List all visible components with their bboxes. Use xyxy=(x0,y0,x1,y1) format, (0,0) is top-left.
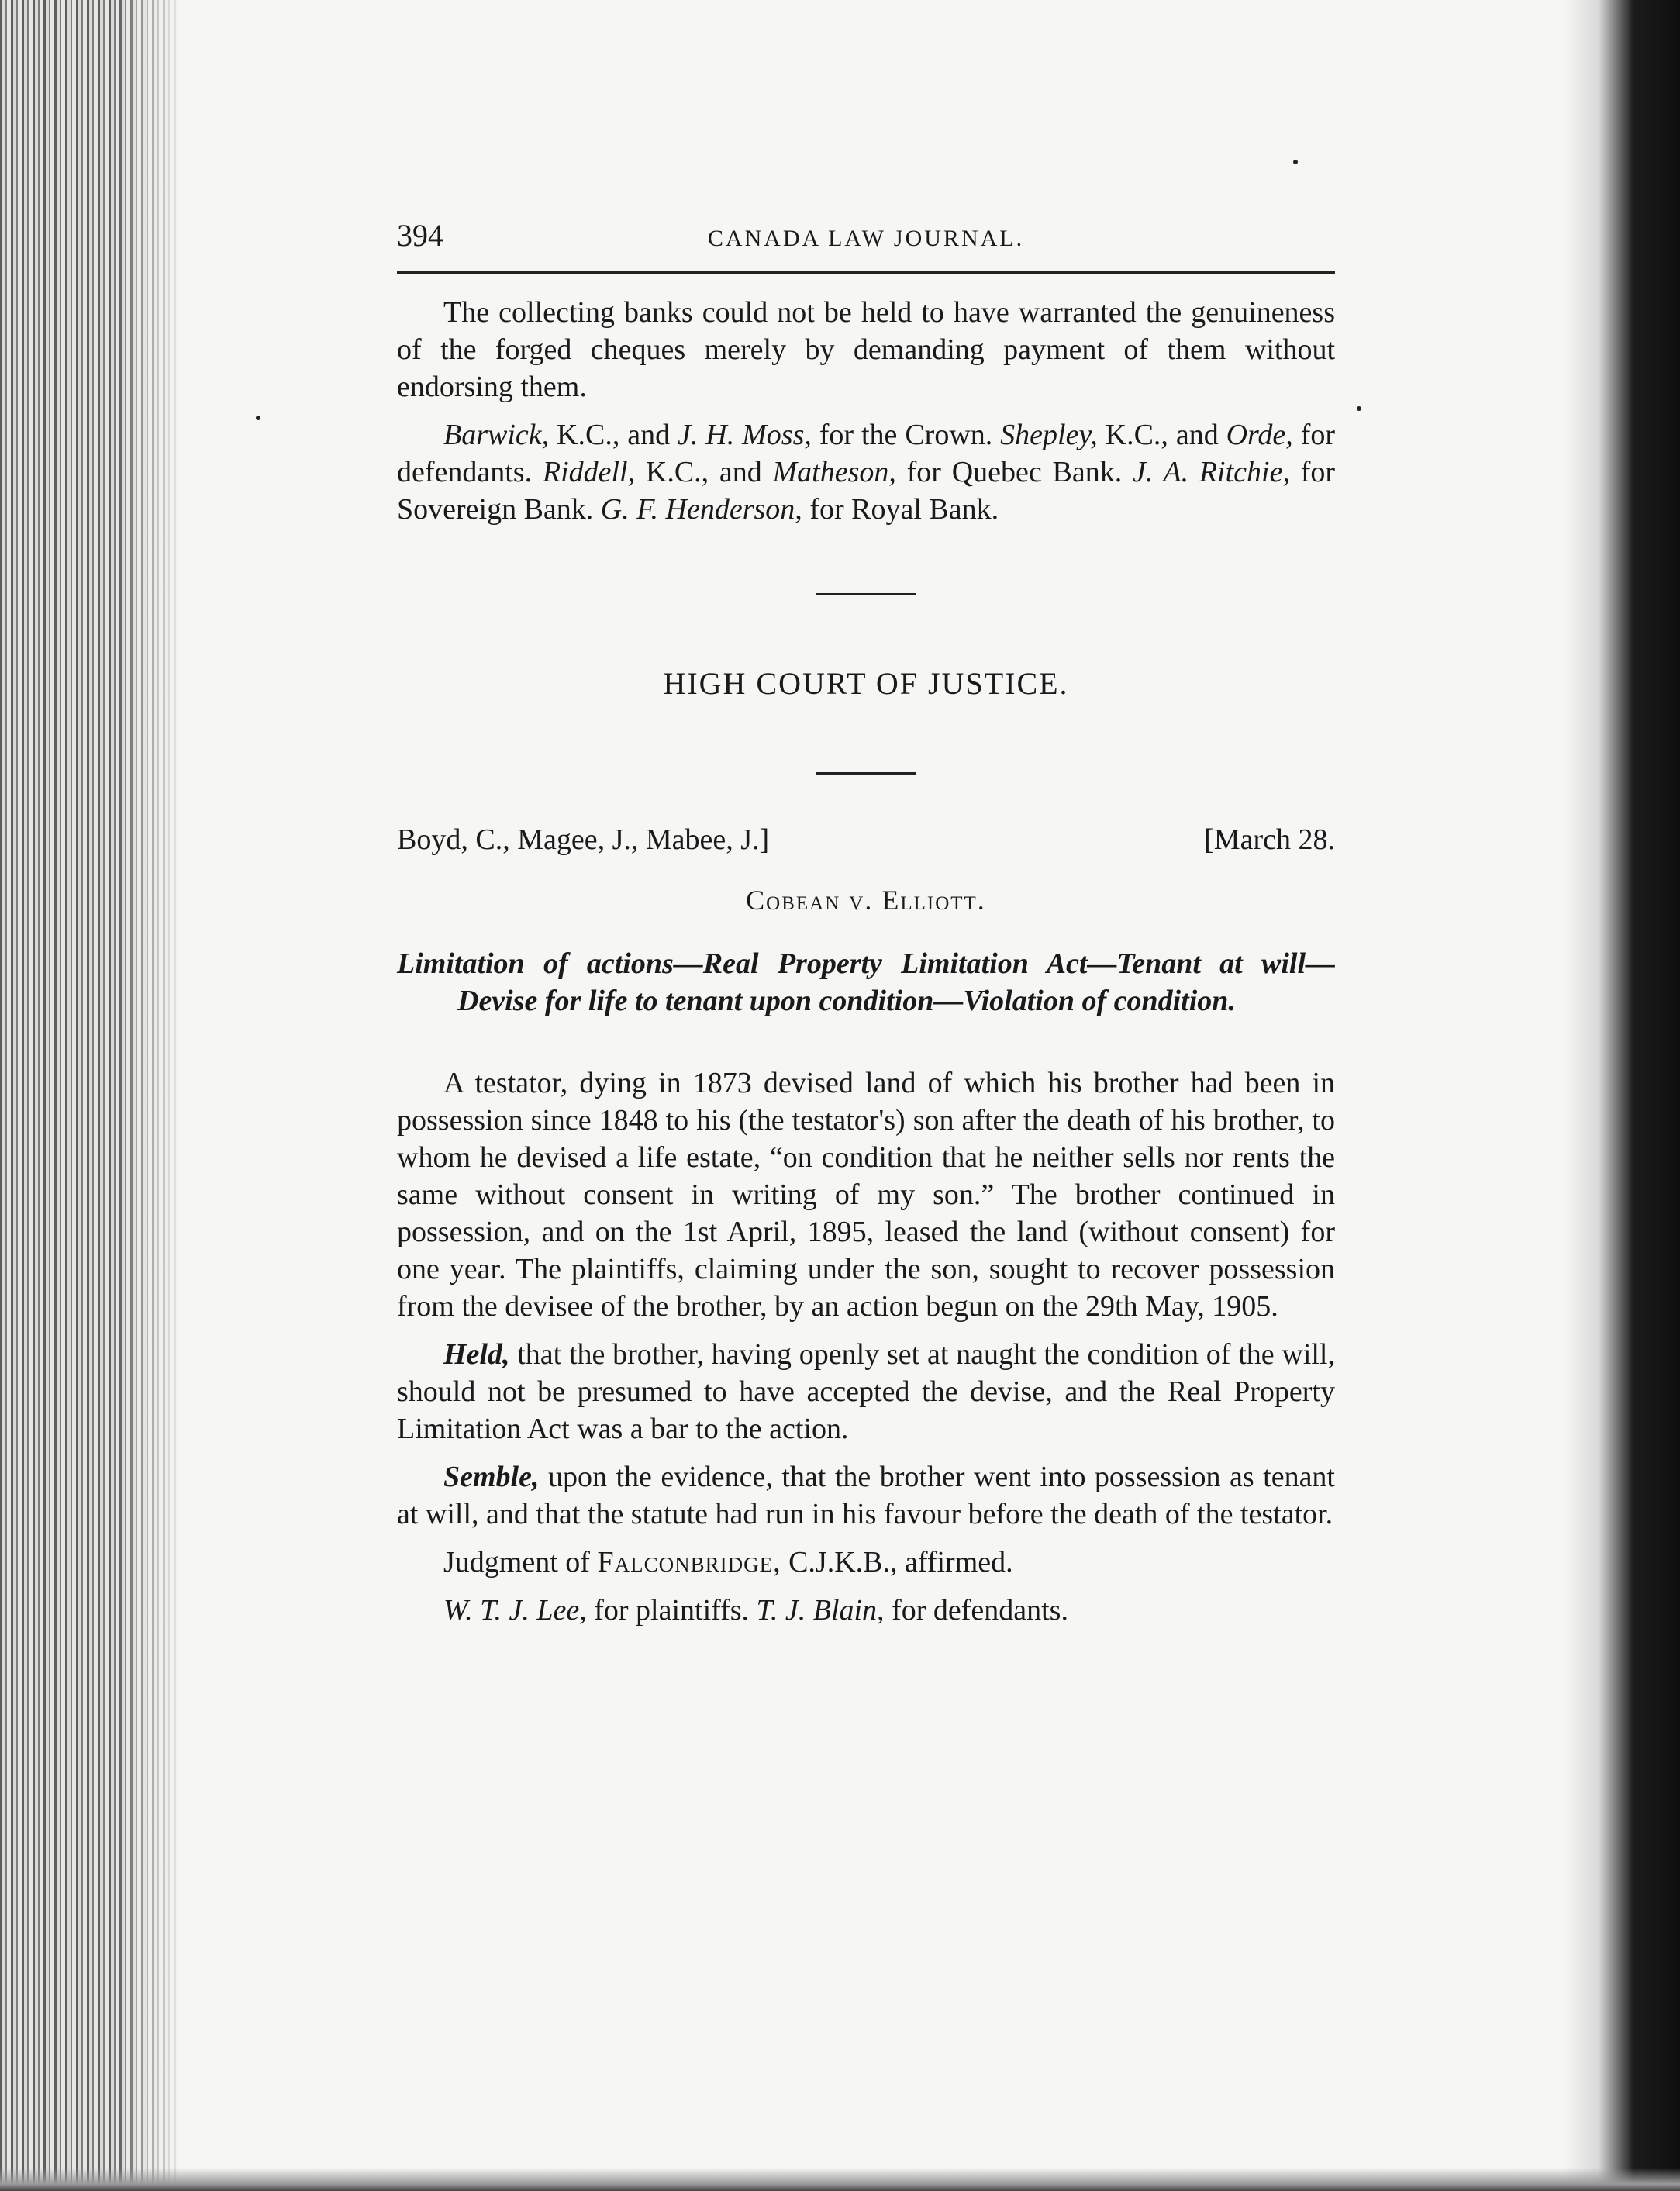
journal-title: CANADA LAW JOURNAL. xyxy=(707,226,1025,251)
page-number: 394 xyxy=(397,218,443,253)
book-edge-right xyxy=(1564,0,1680,2191)
document-page xyxy=(397,217,1335,1640)
held-label: Held, xyxy=(443,1338,510,1371)
court-heading: HIGH COURT OF JUSTICE. xyxy=(663,666,1069,701)
section-rule-top xyxy=(816,593,916,595)
facts-paragraph: A testator, dying in 1873 devised land of which his brother had been in possession since 1848 to his (the testator's) son after the death of his brother, to whom he devised a life estate, “on condition that he neither sells nor rents the same without consent in writing of my son.” The brother continued in possession, and on the 1st April, 1895, leased the land (without consent) for one year. The plaintiffs, claiming under the son, sought to recover possession from the devisee of the brother, by an action begun on the 29th May, 1905. xyxy=(397,1067,1335,1323)
previous-case-paragraph: The collecting banks could not be held to have warranted the genuineness of the forged cheques merely by demanding payment of them without endorsing them. xyxy=(397,296,1335,403)
case-counsel: W. T. J. Lee, for plaintiffs. T. J. Blain, for defendants. xyxy=(443,1594,1068,1627)
semble-paragraph: Semble, upon the evidence, that the brother went into possession as tenant at will, and that the statute had run in his favour before the death of the testator. xyxy=(397,1461,1335,1530)
speck xyxy=(256,416,260,420)
speck xyxy=(1357,406,1361,411)
case-title: Cobean v. Elliott. xyxy=(746,885,986,916)
book-edge-bottom xyxy=(0,2168,1680,2191)
speck xyxy=(1293,160,1298,164)
gutter-fade xyxy=(116,0,186,2191)
held-paragraph: Held, that the brother, having openly set at naught the condition of the will, should not be presumed to have accepted the devise, and the Real Property Limitation Act was a bar to the action. xyxy=(397,1338,1335,1445)
section-rule-bottom xyxy=(816,772,916,775)
judgment-line: Judgment of Falconbridge, C.J.K.B., affirmed. xyxy=(443,1546,1013,1579)
semble-label: Semble, xyxy=(443,1461,540,1493)
headnote: Limitation of actions—Real Property Limitation Act—Tenant at will—Devise for life to tenant upon condition—Violation of condition. xyxy=(397,947,1335,1017)
judges: Boyd, C., Magee, J., Mabee, J.] xyxy=(397,823,770,856)
decision-date: [March 28. xyxy=(1204,823,1335,856)
judge-name: Falconbridge, xyxy=(597,1546,781,1579)
bench-line xyxy=(397,821,1335,858)
running-header xyxy=(397,217,1335,274)
previous-case-counsel: Barwick, K.C., and J. H. Moss, for the Crown. Shepley, K.C., and Orde, for defendants. Riddell, K.C., and Matheson, for Quebec Bank. J. A. Ritchie, for Sovereign Bank. G. F. Henderson, for Royal Bank. xyxy=(397,419,1336,526)
